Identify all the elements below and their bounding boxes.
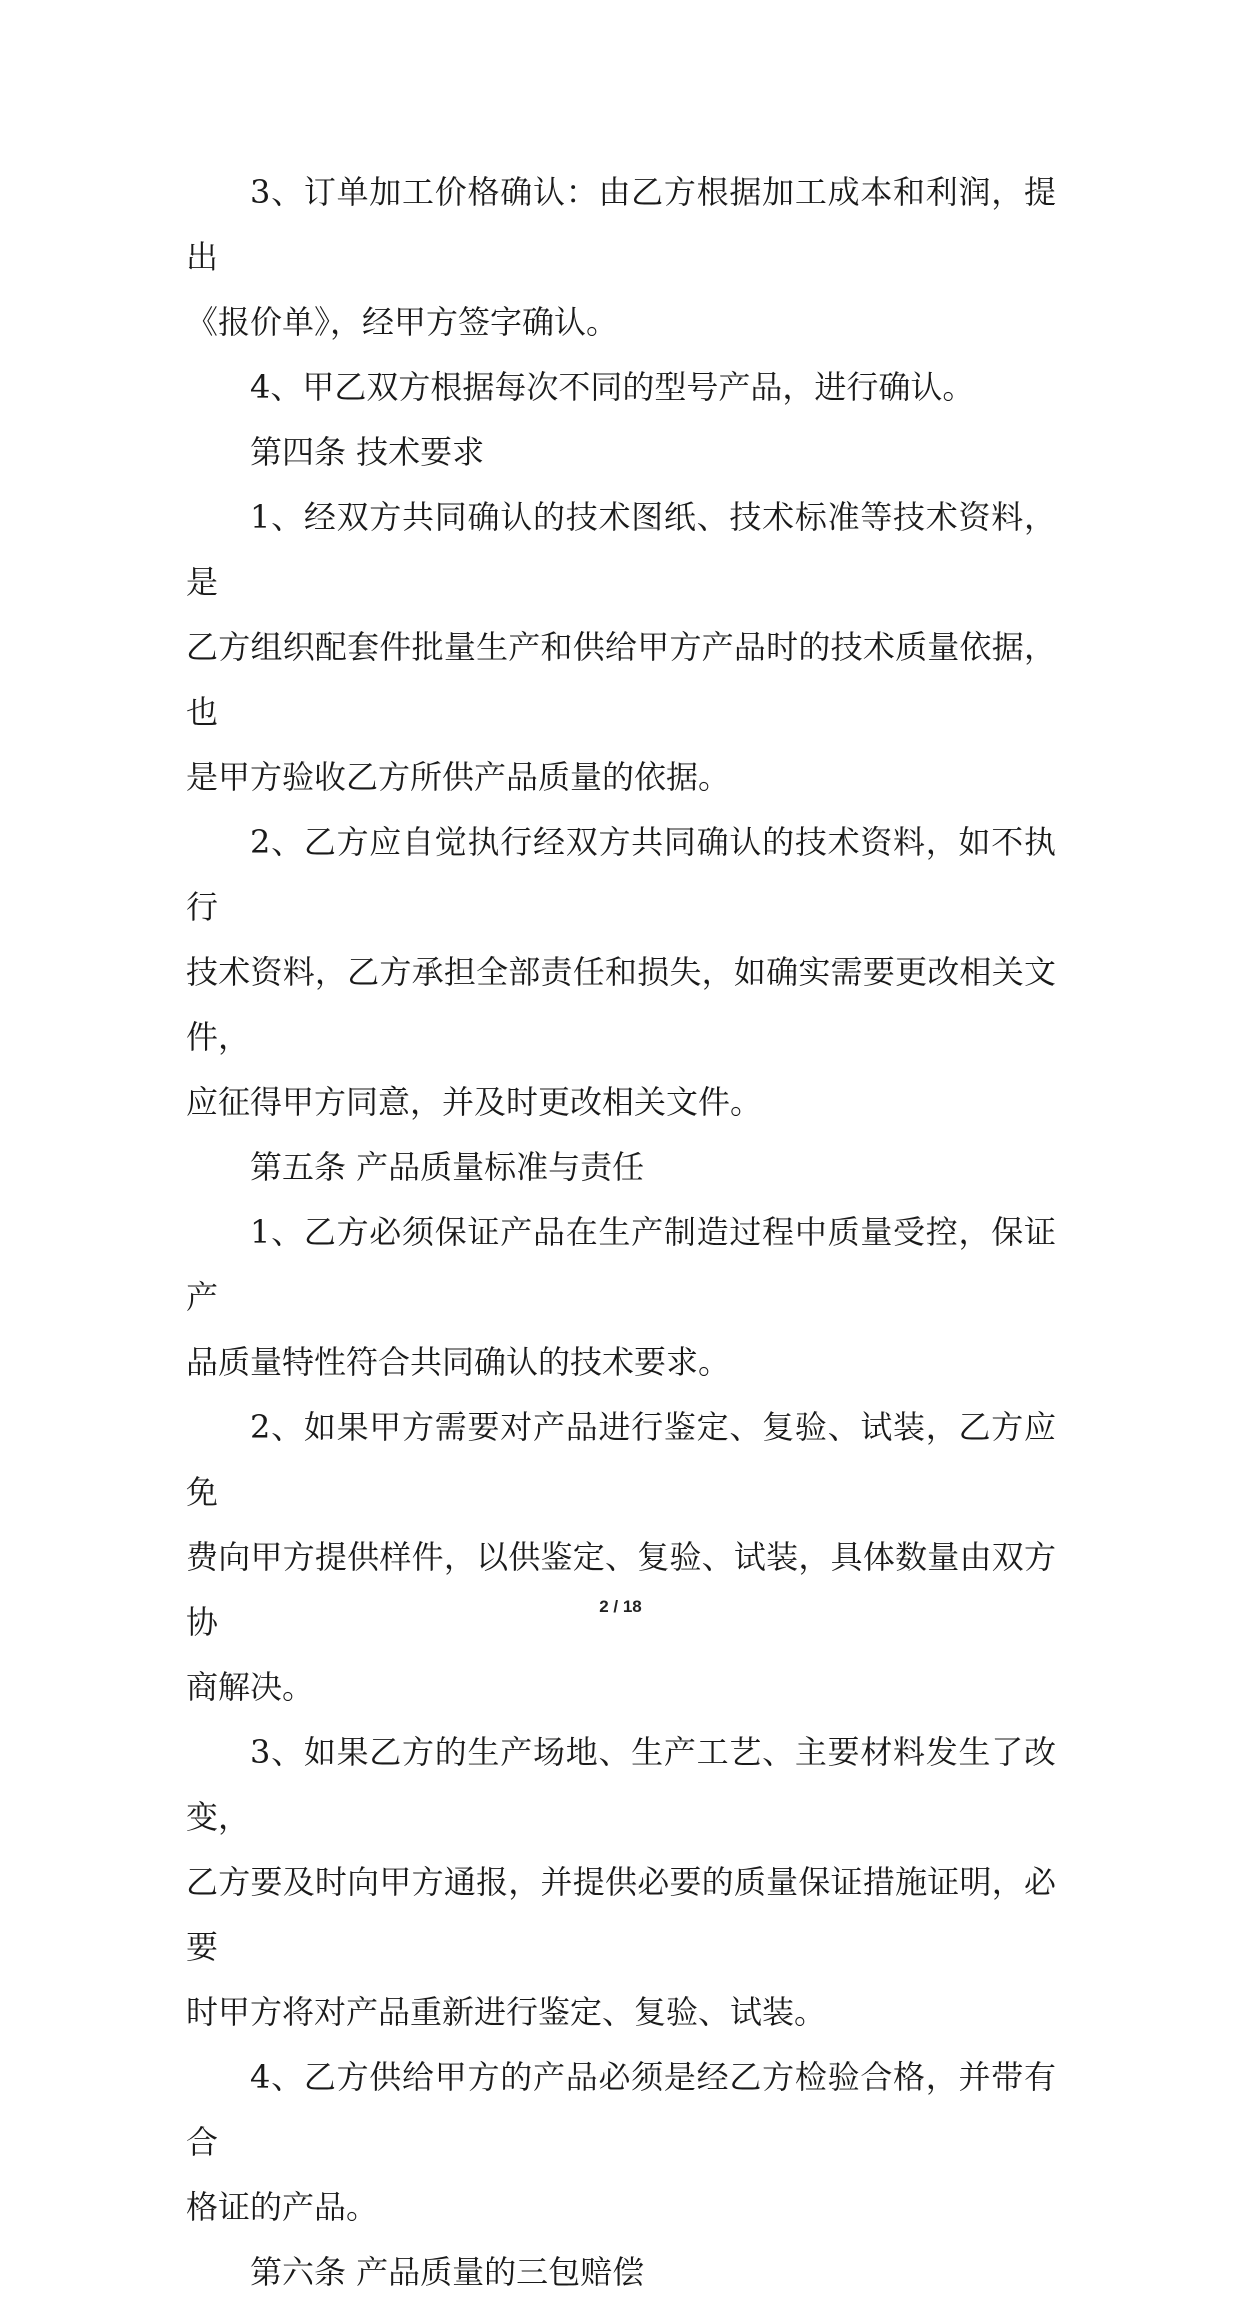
section-heading-article-5: 第五条 产品质量标准与责任 (250, 1148, 645, 1186)
paragraph-line: 费向甲方提供样件，以供鉴定、复验、试装，具体数量由双方协 (186, 1538, 1056, 1641)
paragraph-line: 3、如果乙方的生产场地、生产工艺、主要材料发生了改变， (186, 1733, 1056, 1836)
paragraph-clause-3-line-1: 3、订单加工价格确认：由乙方根据加工成本和利润，提出 (186, 173, 1056, 276)
paragraph-clause-4: 4、甲乙双方根据每次不同的型号产品，进行确认。 (250, 368, 975, 406)
document-body (186, 160, 1056, 2305)
paragraph-line: 应征得甲方同意，并及时更改相关文件。 (186, 1083, 763, 1121)
paragraph-line: 技术资料，乙方承担全部责任和损失，如确实需要更改相关文件， (186, 953, 1056, 1056)
paragraph-line: 格证的产品。 (186, 2188, 379, 2226)
paragraph-line: 乙方组织配套件批量生产和供给甲方产品时的技术质量依据，也 (186, 628, 1056, 731)
paragraph-line: 商解决。 (186, 1668, 315, 1706)
page-number: 2 / 18 (599, 1597, 642, 1616)
paragraph-line: 是甲方验收乙方所供产品质量的依据。 (186, 758, 731, 796)
paragraph-line: 时甲方将对产品重新进行鉴定、复验、试装。 (186, 1993, 827, 2031)
section-heading-article-6: 第六条 产品质量的三包赔偿 (250, 2253, 645, 2291)
paragraph-line: 2、如果甲方需要对产品进行鉴定、复验、试装，乙方应免 (186, 1408, 1056, 1511)
paragraph-line: 4、乙方供给甲方的产品必须是经乙方检验合格，并带有合 (186, 2058, 1056, 2161)
paragraph-line: 2、乙方应自觉执行经双方共同确认的技术资料，如不执行 (186, 823, 1056, 926)
paragraph-line: 品质量特性符合共同确认的技术要求。 (186, 1343, 731, 1381)
section-heading-article-4: 第四条 技术要求 (250, 433, 485, 471)
paragraph-clause-3-line-2: 《报价单》，经甲方签字确认。 (186, 303, 619, 341)
paragraph-line: 乙方要及时向甲方通报，并提供必要的质量保证措施证明，必要 (186, 1863, 1056, 1966)
paragraph-line: 1、经双方共同确认的技术图纸、技术标准等技术资料，是 (186, 498, 1056, 601)
paragraph-line: 1、乙方必须保证产品在生产制造过程中质量受控，保证产 (186, 1213, 1056, 1316)
